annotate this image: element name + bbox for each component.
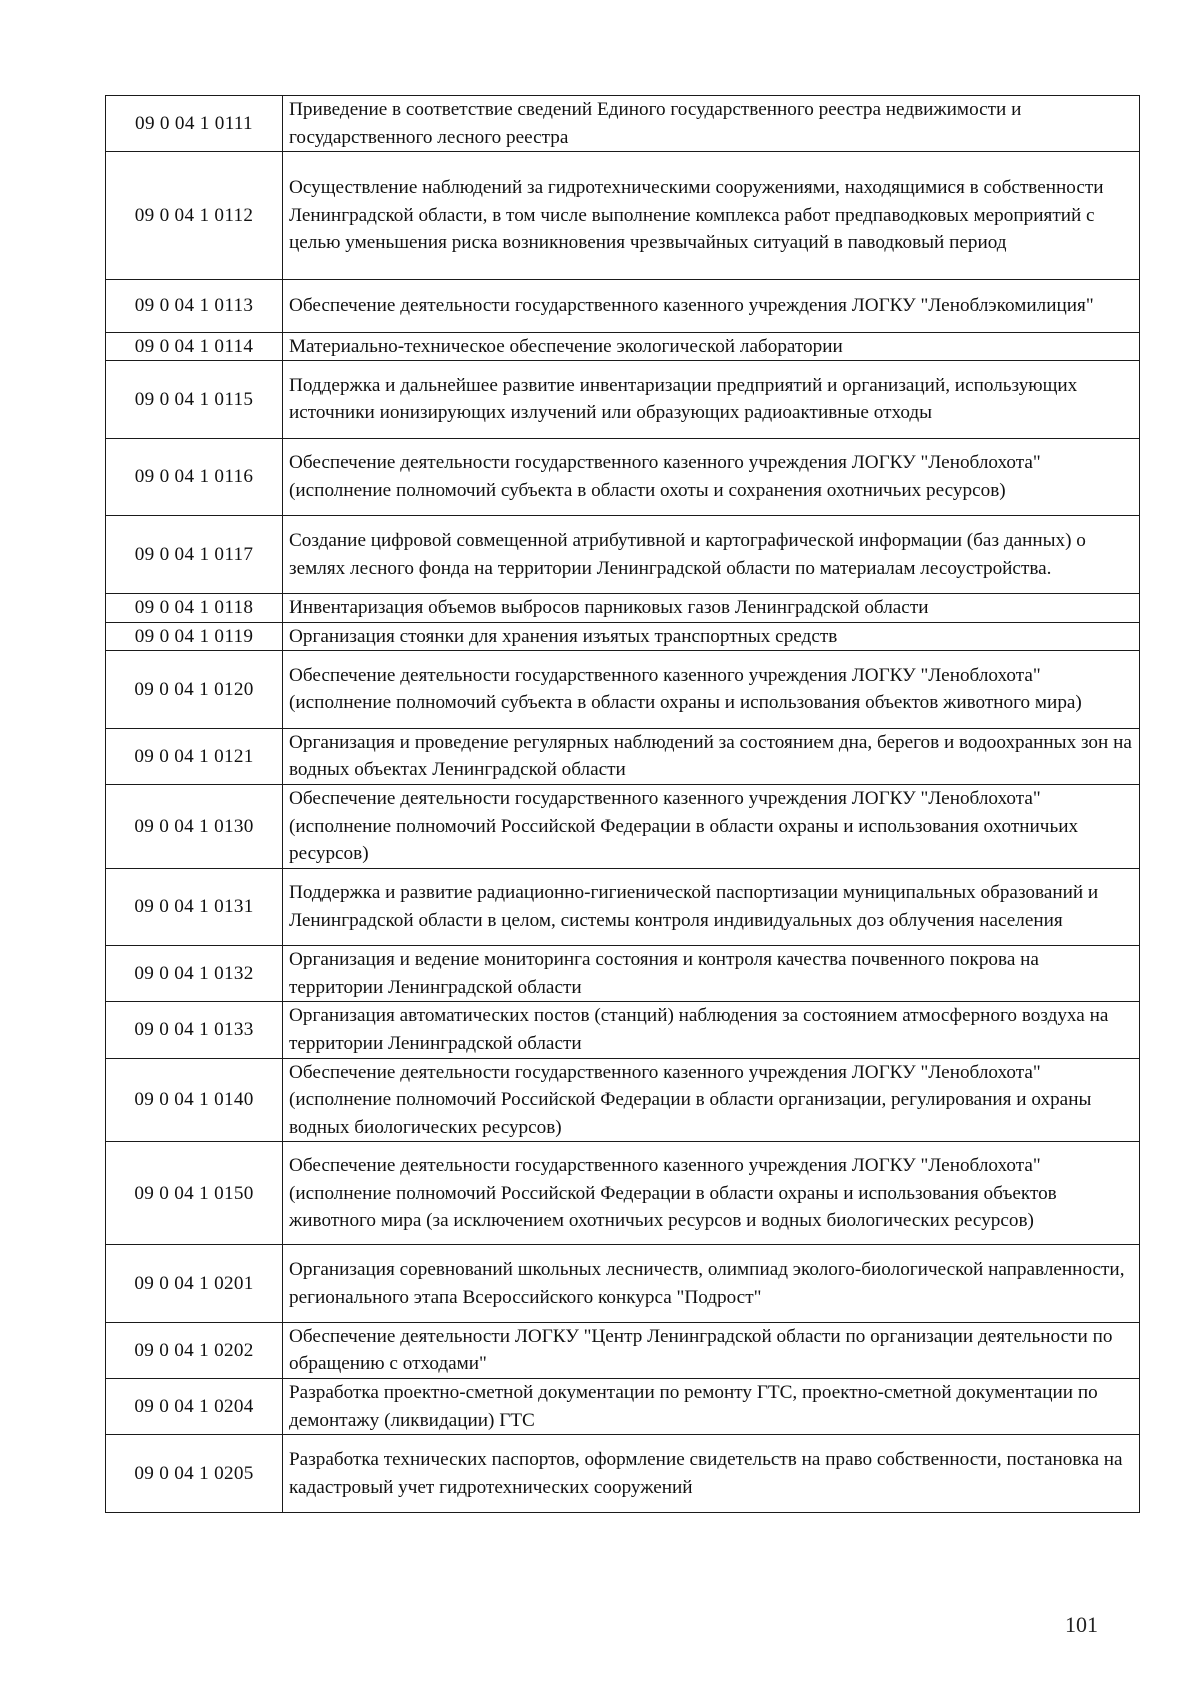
budget-code-cell: 09 0 04 1 0111: [106, 96, 283, 152]
budget-code-cell: 09 0 04 1 0113: [106, 280, 283, 332]
budget-code-cell: 09 0 04 1 0131: [106, 868, 283, 946]
budget-code-cell: 09 0 04 1 0133: [106, 1002, 283, 1058]
table-row: [106, 1379, 1140, 1435]
budget-code-cell: 09 0 04 1 0118: [106, 593, 283, 622]
table-row: [106, 361, 1140, 439]
budget-code-cell: 09 0 04 1 0121: [106, 728, 283, 784]
budget-code-cell: 09 0 04 1 0114: [106, 332, 283, 361]
description-cell: Обеспечение деятельности государственного казенного учреждения ЛОГКУ "Леноблохота" (исполнение полномочий Российской Федерации в области охраны и использования охотничьих ресурсов): [283, 784, 1140, 868]
table-row: [106, 152, 1140, 280]
description-cell: Организация и проведение регулярных наблюдений за состоянием дна, берегов и водоохранных зон на водных объектах Ленинградской области: [283, 728, 1140, 784]
description-cell: Обеспечение деятельности государственного казенного учреждения ЛОГКУ "Леноблохота" (исполнение полномочий субъекта в области охоты и сохранения охотничьих ресурсов): [283, 438, 1140, 516]
description-cell: Поддержка и развитие радиационно-гигиенической паспортизации муниципальных образований и Ленинградской области в целом, системы контроля индивидуальных доз облучения населения: [283, 868, 1140, 946]
budget-code-cell: 09 0 04 1 0204: [106, 1379, 283, 1435]
description-cell: Разработка проектно-сметной документации по ремонту ГТС, проектно-сметной документации по демонтажу (ликвидации) ГТС: [283, 1379, 1140, 1435]
table-row: [106, 651, 1140, 729]
description-cell: Инвентаризация объемов выбросов парниковых газов Ленинградской области: [283, 593, 1140, 622]
table-row: [106, 1322, 1140, 1378]
budget-code-cell: 09 0 04 1 0117: [106, 516, 283, 594]
table-row: [106, 784, 1140, 868]
budget-code-cell: 09 0 04 1 0130: [106, 784, 283, 868]
table-body: [106, 96, 1140, 1513]
table-row: [106, 332, 1140, 361]
budget-code-cell: 09 0 04 1 0205: [106, 1435, 283, 1513]
budget-code-cell: 09 0 04 1 0116: [106, 438, 283, 516]
budget-code-cell: 09 0 04 1 0140: [106, 1058, 283, 1142]
table-row: [106, 946, 1140, 1002]
description-cell: Организация и ведение мониторинга состояния и контроля качества почвенного покрова на территории Ленинградской области: [283, 946, 1140, 1002]
description-cell: Обеспечение деятельности государственного казенного учреждения ЛОГКУ "Леноблохота" (исполнение полномочий субъекта в области охраны и использования объектов животного мира): [283, 651, 1140, 729]
budget-code-cell: 09 0 04 1 0112: [106, 152, 283, 280]
table-row: [106, 728, 1140, 784]
budget-codes-table: [105, 95, 1140, 1513]
table-row: [106, 1245, 1140, 1323]
description-cell: Организация соревнований школьных лесничеств, олимпиад эколого-биологической направленности, регионального этапа Всероссийского конкурса "Подрост": [283, 1245, 1140, 1323]
table-row: [106, 1058, 1140, 1142]
description-cell: Организация стоянки для хранения изъятых транспортных средств: [283, 622, 1140, 651]
table-row: [106, 280, 1140, 332]
description-cell: Организация автоматических постов (станций) наблюдения за состоянием атмосферного воздуха на территории Ленинградской области: [283, 1002, 1140, 1058]
table-row: [106, 1002, 1140, 1058]
table-row: [106, 96, 1140, 152]
description-cell: Материально-техническое обеспечение экологической лаборатории: [283, 332, 1140, 361]
table-row: [106, 438, 1140, 516]
description-cell: Обеспечение деятельности ЛОГКУ "Центр Ленинградской области по организации деятельности по обращению с отходами": [283, 1322, 1140, 1378]
table-row: [106, 622, 1140, 651]
table-row: [106, 1435, 1140, 1513]
description-cell: Разработка технических паспортов, оформление свидетельств на право собственности, постановка на кадастровый учет гидротехнических сооружений: [283, 1435, 1140, 1513]
description-cell: Обеспечение деятельности государственного казенного учреждения ЛОГКУ "Леноблохота" (исполнение полномочий Российской Федерации в области организации, регулирования и охраны водных биологических ресурсов): [283, 1058, 1140, 1142]
budget-code-cell: 09 0 04 1 0201: [106, 1245, 283, 1323]
description-cell: Обеспечение деятельности государственного казенного учреждения ЛОГКУ "Леноблэкомилиция": [283, 280, 1140, 332]
table-row: [106, 868, 1140, 946]
table-row: [106, 1142, 1140, 1245]
description-cell: Создание цифровой совмещенной атрибутивной и картографической информации (баз данных) о землях лесного фонда на территории Ленинградской области по материалам лесоустройства.: [283, 516, 1140, 594]
description-cell: Приведение в соответствие сведений Единого государственного реестра недвижимости и государственного лесного реестра: [283, 96, 1140, 152]
budget-code-cell: 09 0 04 1 0120: [106, 651, 283, 729]
budget-code-cell: 09 0 04 1 0150: [106, 1142, 283, 1245]
table-row: [106, 516, 1140, 594]
budget-code-cell: 09 0 04 1 0115: [106, 361, 283, 439]
budget-code-cell: 09 0 04 1 0202: [106, 1322, 283, 1378]
budget-code-cell: 09 0 04 1 0132: [106, 946, 283, 1002]
page-number: 101: [1065, 1612, 1098, 1637]
description-cell: Обеспечение деятельности государственного казенного учреждения ЛОГКУ "Леноблохота" (исполнение полномочий Российской Федерации в области охраны и использования объектов животного мира (за исключением охотничьих ресурсов и водных биологических ресурсов): [283, 1142, 1140, 1245]
budget-code-cell: 09 0 04 1 0119: [106, 622, 283, 651]
description-cell: Поддержка и дальнейшее развитие инвентаризации предприятий и организаций, использующих источники ионизирующих излучений или образующих радиоактивные отходы: [283, 361, 1140, 439]
table-row: [106, 593, 1140, 622]
description-cell: Осуществление наблюдений за гидротехническими сооружениями, находящимися в собственности Ленинградской области, в том числе выполнение комплекса работ предпаводковых мероприятий с целью уменьшения риска возникновения чрезвычайных ситуаций в паводковый период: [283, 152, 1140, 280]
